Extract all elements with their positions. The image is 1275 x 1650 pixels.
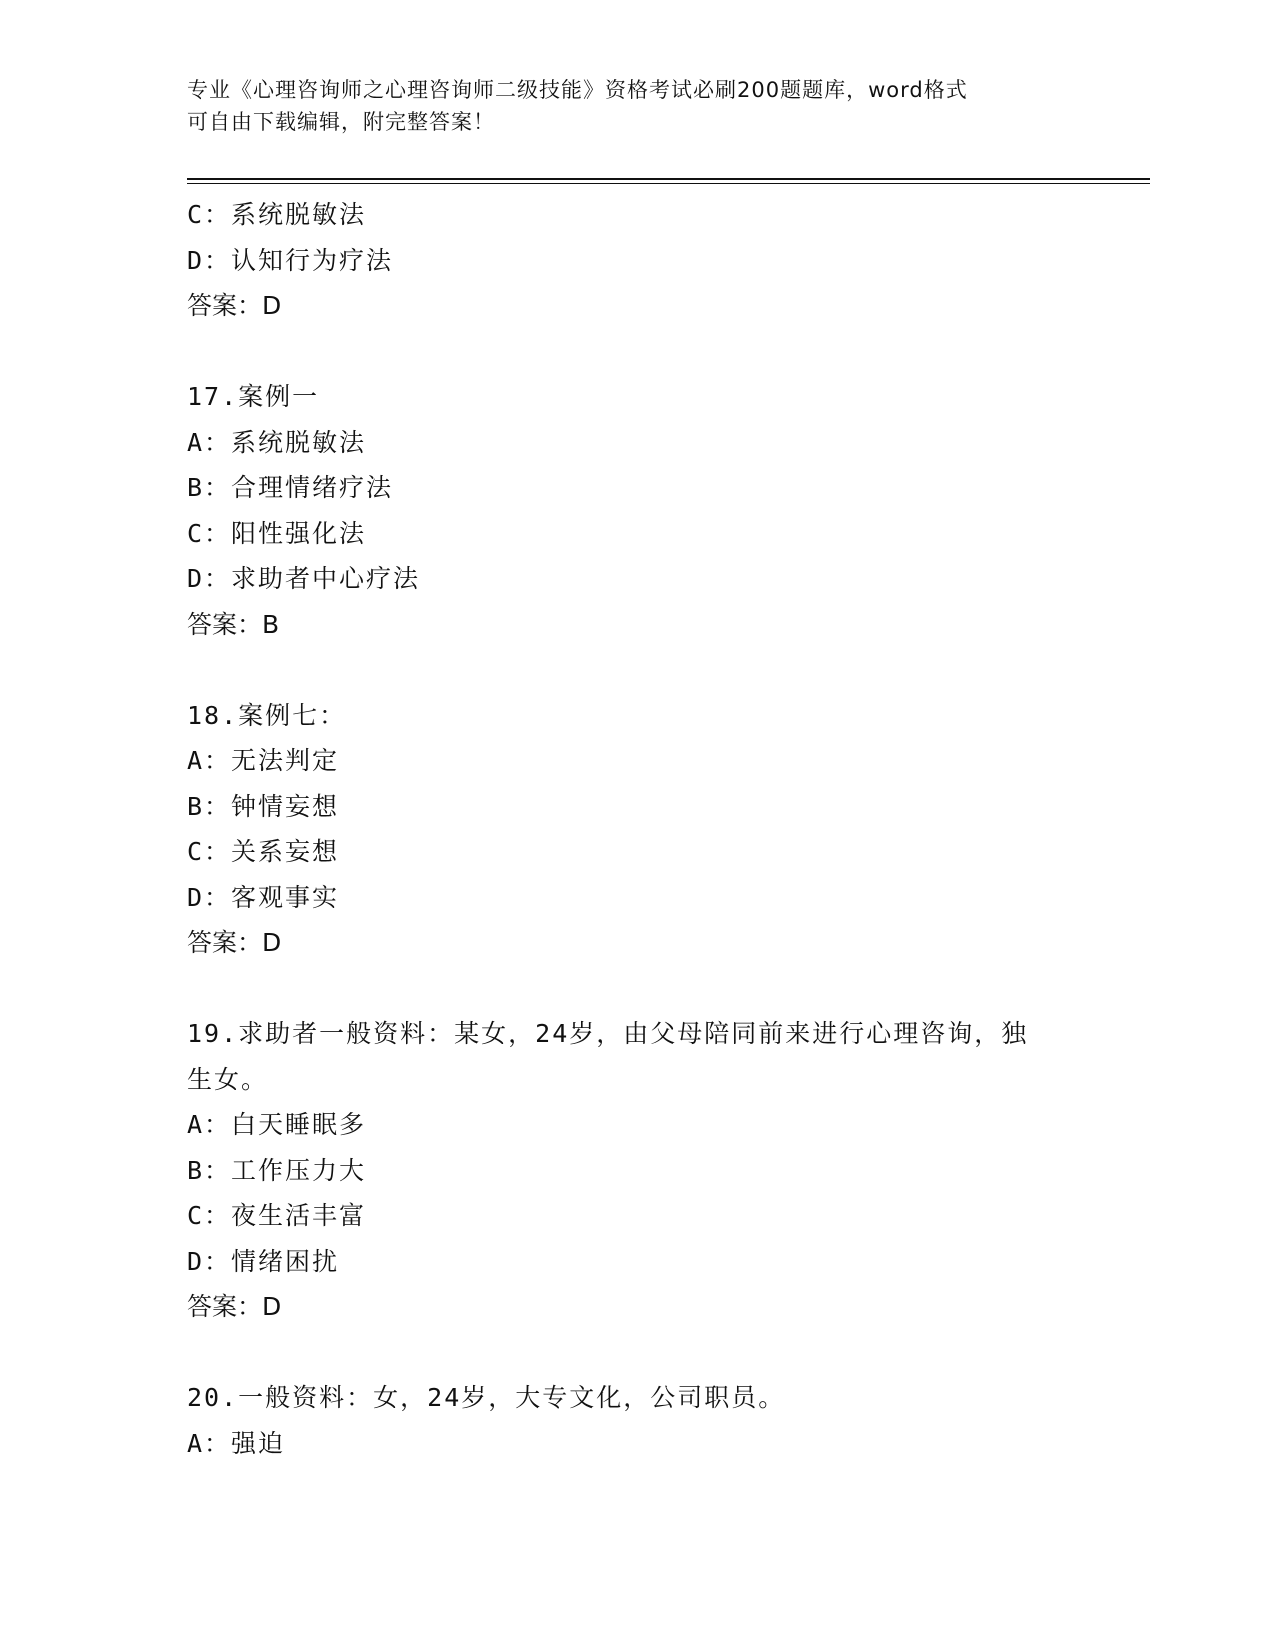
option-c: C：阳性强化法	[187, 518, 367, 548]
option-a: A：白天睡眠多	[187, 1110, 367, 1139]
question-19	[187, 1011, 1087, 1330]
question-stem: 19.求助者一般资料：某女，24岁，由父母陪同前来进行心理咨询，独	[187, 1019, 1029, 1048]
question-20	[187, 1375, 1087, 1466]
answer: 答案：B	[187, 609, 280, 639]
option-c: C：夜生活丰富	[187, 1201, 367, 1230]
option-d: D：客观事实	[187, 882, 340, 912]
header-divider-thick	[187, 178, 1150, 180]
header-line-1: 专业《心理咨询师之心理咨询师二级技能》资格考试必刷200题题库，word格式	[187, 78, 968, 102]
answer: 答案：D	[187, 291, 282, 320]
option-a: A：系统脱敏法	[187, 427, 367, 457]
question-16	[187, 192, 1087, 329]
question-stem: 20.一般资料：女，24岁，大专文化，公司职员。	[187, 1383, 786, 1412]
option-a: A：无法判定	[187, 746, 340, 775]
option-b: B：合理情绪疗法	[187, 473, 394, 502]
document-header	[187, 74, 1087, 138]
question-18	[187, 693, 1087, 966]
question-list	[187, 192, 1087, 1466]
option-b: B：钟情妄想	[187, 791, 340, 821]
option-a: A：强迫	[187, 1428, 286, 1458]
answer: 答案：D	[187, 928, 282, 957]
option-b: B：工作压力大	[187, 1155, 367, 1185]
header-line-2: 可自由下载编辑，附完整答案！	[187, 110, 495, 134]
answer: 答案：D	[187, 1292, 282, 1321]
question-stem: 18.案例七：	[187, 700, 347, 730]
question-stem: 17.案例一	[187, 382, 320, 411]
option-d: D：情绪困扰	[187, 1246, 340, 1276]
question-stem-continued: 生女。	[187, 1064, 269, 1094]
option-d: D：求助者中心疗法	[187, 564, 421, 593]
header-divider-thin	[187, 183, 1150, 184]
option-d: D：认知行为疗法	[187, 245, 394, 275]
option-c: C：系统脱敏法	[187, 200, 367, 229]
option-c: C：关系妄想	[187, 837, 340, 866]
question-17	[187, 374, 1087, 647]
